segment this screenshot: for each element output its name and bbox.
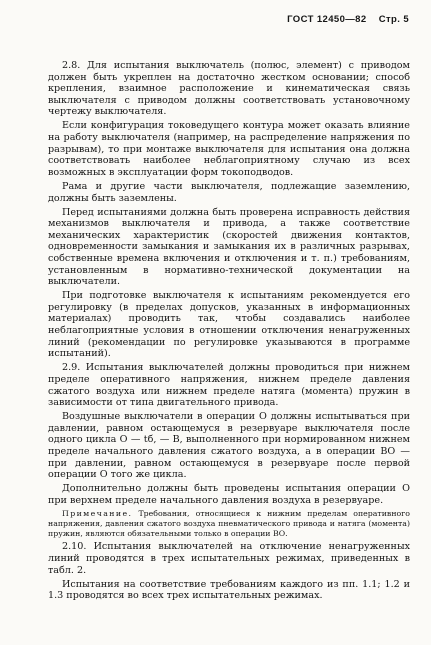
note — [48, 509, 410, 538]
page-header — [0, 14, 409, 25]
paragraph-adjustment: При подготовке выключателя к испытаниям рекомендуется его регулировку (в пределах допусков, указанных в информационных материалах) проводить так, чтобы создавались наиболее неблагоприятные условия в отношении отключения ненагруженных линий (рекомендации по регулировке указываются в программе испытаний). — [48, 290, 410, 360]
paragraph-pretest-check: Перед испытаниями должна быть проверена исправность действия механизмов выключателя и привода, а также соответствие механических характеристик (скоростей движения контактов, одновременности замыкания и замыкания их в различных разрывах, собственные времена включения и отключения и т. п.) требованиям, установленным в нормативно-технической документации на выключатели. — [48, 206, 410, 288]
doc-code: ГОСТ 12450—82 — [287, 14, 367, 25]
paragraph-2-10: 2.10. Испытания выключателей на отключение ненагруженных линий проводятся в трех испытательных режимах, приведенных в табл. 2. — [48, 541, 410, 576]
paragraph-contour: Если конфигурация токоведущего контура может оказать влияние на работу выключателя (например, на распределение напряжения по разрывам), то при монтаже выключателя для испытания она должна соответствовать наиболее неблагоприятному случаю из всех возможных в эксплуатации форм токоподводов. — [48, 120, 410, 178]
document-body — [48, 60, 410, 604]
page-number: Стр. 5 — [378, 14, 409, 25]
paragraph-2-8: 2.8. Для испытания выключатель (полюс, элемент) с приводом должен быть укреплен на достаточно жестком основании; способ крепления, взаимное расположение и кинематическая связь выключателя с приводом должны соответствовать установочному чертежу выключателя. — [48, 60, 410, 118]
note-label: Примечание. — [62, 508, 133, 518]
note-text: Требования, относящиеся к нижним пределам оперативного напряжения, давления сжатого воздуха пневматического привода и натяга (момента) пружин, являются обязательными только в операции ВО. — [48, 508, 410, 538]
paragraph-2-9: 2.9. Испытания выключателей должны проводиться при нижнем пределе оперативного напряжения, нижнем пределе давления сжатого воздуха или нижнем пределе натяга (момента) пружин в зависимости от типа двигательного привода. — [48, 362, 410, 409]
paragraph-additional-tests: Дополнительно должны быть проведены испытания операции О при верхнем пределе начального давления воздуха в резервуаре. — [48, 483, 410, 506]
paragraph-grounding: Рама и другие части выключателя, подлежащие заземлению, должны быть заземлены. — [48, 180, 410, 204]
paragraph-compliance: Испытания на соответствие требованиям каждого из пп. 1.1; 1.2 и 1.3 проводятся во всех трех испытательных режимах. — [48, 578, 410, 602]
paragraph-air-breakers: Воздушные выключатели в операции О должны испытываться при давлении, равном остающемуся в резервуаре выключателя после одного цикла О — tб, — В, выполненного при нормированном нижнем пределе начального давления сжатого воздуха, а в операции ВО — при давлении, равном остающемуся в резервуаре после первой операции О того же цикла. — [48, 411, 410, 481]
